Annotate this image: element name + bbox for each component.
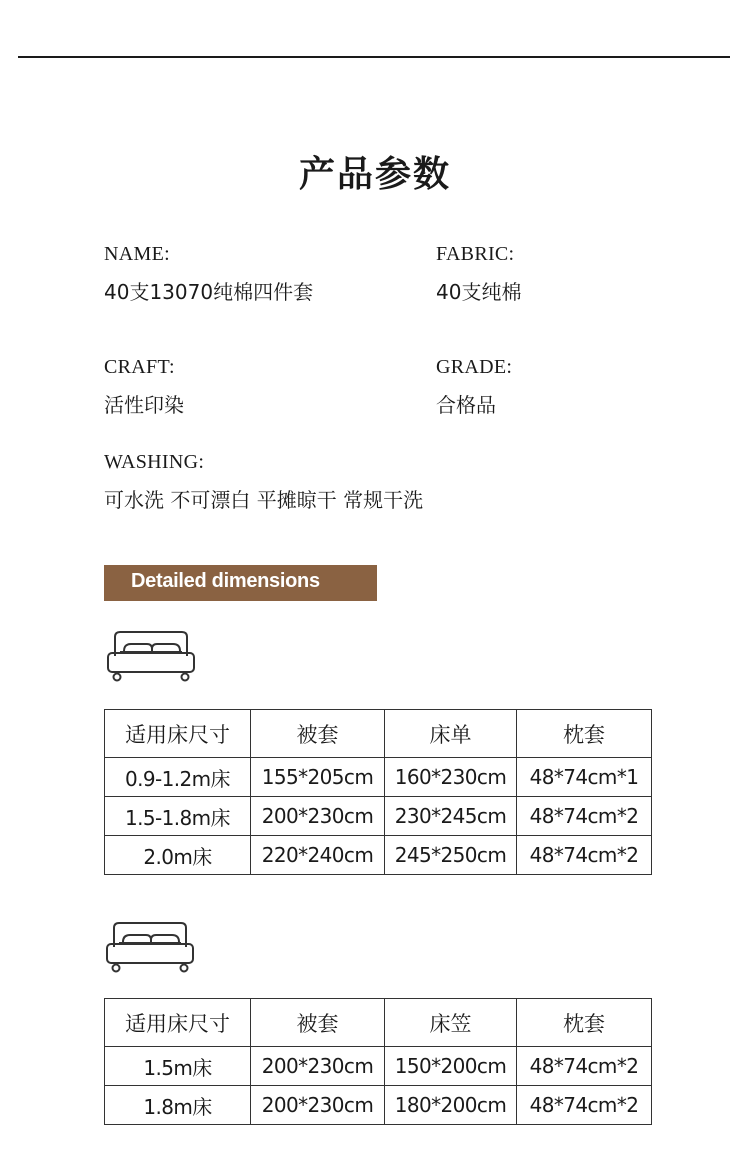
bed-icon: [104, 919, 196, 975]
table-cell: 245*250cm: [385, 836, 517, 875]
table-row: [105, 758, 652, 797]
table-header-cell: 适用床尺寸: [105, 710, 251, 758]
spec-washing-value: 可水洗 不可漂白 平摊晾干 常规干洗: [104, 488, 424, 512]
table-cell: 1.5-1.8m床: [105, 797, 251, 836]
dimensions-banner: [104, 565, 377, 601]
table-cell: 48*74cm*2: [517, 836, 652, 875]
spec-name: [104, 240, 313, 306]
table-cell: 48*74cm*2: [517, 797, 652, 836]
table-cell: 155*205cm: [251, 758, 385, 797]
table-cell: 0.9-1.2m床: [105, 758, 251, 797]
table-cell: 1.5m床: [105, 1047, 251, 1086]
bed-icon: [105, 628, 197, 684]
table-header-cell: 床笠: [385, 999, 517, 1047]
spec-fabric-label: FABRIC:: [436, 243, 515, 265]
table-row: [105, 797, 652, 836]
table-cell: 200*230cm: [251, 797, 385, 836]
table-header-cell: 被套: [251, 999, 385, 1047]
table-header-cell: 枕套: [517, 710, 652, 758]
table-cell: 230*245cm: [385, 797, 517, 836]
spec-fabric: [436, 240, 521, 306]
table-row: [105, 1086, 652, 1125]
table-header-cell: 床单: [385, 710, 517, 758]
table-row: [105, 1047, 652, 1086]
table-cell: 220*240cm: [251, 836, 385, 875]
spec-washing-label: WASHING:: [104, 451, 205, 473]
table-cell: 160*230cm: [385, 758, 517, 797]
table-header-cell: 被套: [251, 710, 385, 758]
size-table-2: [104, 998, 652, 1125]
spec-craft-label: CRAFT:: [104, 356, 175, 378]
spec-grade: [436, 353, 512, 419]
page-title: 产品参数: [298, 154, 451, 195]
size-table-1: [104, 709, 652, 875]
spec-grade-value: 合格品: [436, 393, 496, 417]
table-cell: 180*200cm: [385, 1086, 517, 1125]
table-header-row: [105, 999, 652, 1047]
table-header-cell: 适用床尺寸: [105, 999, 251, 1047]
spec-name-label: NAME:: [104, 243, 170, 265]
spec-grade-label: GRADE:: [436, 356, 513, 378]
spec-fabric-value: 40支纯棉: [436, 280, 522, 304]
table-cell: 200*230cm: [251, 1047, 385, 1086]
table-cell: 2.0m床: [105, 836, 251, 875]
table-header-cell: 枕套: [517, 999, 652, 1047]
dimensions-banner-text: Detailed dimensions: [131, 570, 320, 592]
table-cell: 200*230cm: [251, 1086, 385, 1125]
table-header-row: [105, 710, 652, 758]
table-cell: 48*74cm*1: [517, 758, 652, 797]
spec-washing: [104, 448, 423, 514]
spec-craft-value: 活性印染: [104, 393, 184, 417]
table-row: [105, 836, 652, 875]
spec-craft: [104, 353, 184, 419]
spec-name-value: 40支13070纯棉四件套: [104, 280, 314, 304]
table-cell: 1.8m床: [105, 1086, 251, 1125]
table-cell: 48*74cm*2: [517, 1086, 652, 1125]
top-divider: [18, 56, 730, 58]
table-cell: 150*200cm: [385, 1047, 517, 1086]
table-cell: 48*74cm*2: [517, 1047, 652, 1086]
